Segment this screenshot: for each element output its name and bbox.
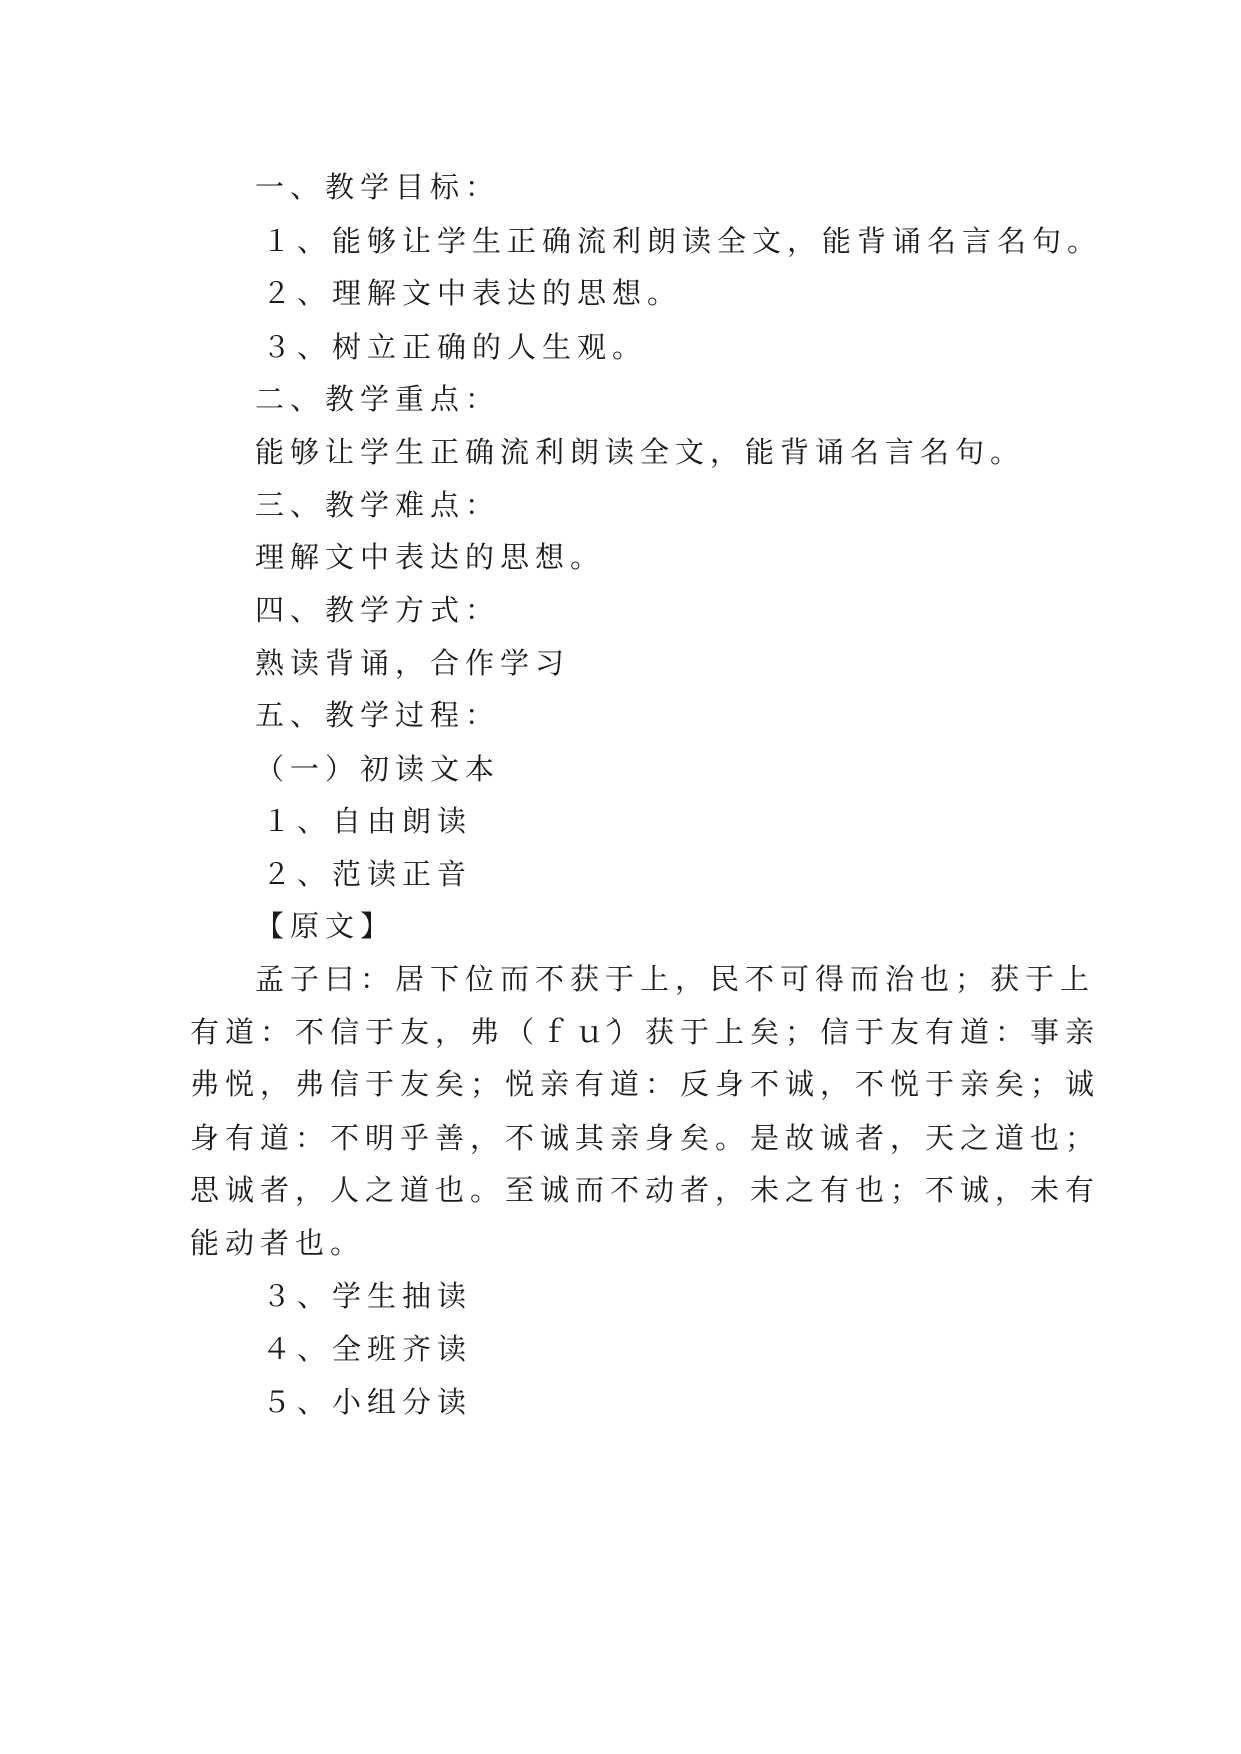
reading-step: ５、小组分读 [262, 1385, 473, 1419]
key-points-heading: 二、教学重点： [255, 382, 501, 416]
method-text: 熟读背诵，合作学习 [255, 646, 571, 680]
original-text-line: 有道：不信于友，弗（ｆｕ́）获于上矣；信于友有道：事亲 [190, 1015, 1101, 1049]
original-text-line: 孟子曰：居下位而不获于上，民不可得而治也；获于上 [255, 962, 1096, 996]
reading-step: ２、范读正音 [262, 857, 473, 891]
reading-step: ３、学生抽读 [262, 1279, 473, 1313]
process-heading: 五、教学过程： [255, 698, 501, 732]
original-text-line: 思诚者，人之道也。至诚而不动者，未之有也；不诚，未有 [190, 1173, 1101, 1207]
original-text-line: 弗悦，弗信于友矣；悦亲有道：反身不诚，不悦于亲矣；诚 [190, 1067, 1101, 1101]
reading-step: １、自由朗读 [262, 804, 473, 838]
original-label: 【原文】 [255, 909, 396, 943]
objective-item: ２、理解文中表达的思想。 [262, 276, 683, 310]
original-text-line: 身有道：不明乎善，不诚其亲身矣。是故诚者，天之道也； [190, 1121, 1101, 1155]
objectives-heading: 一、教学目标： [255, 170, 501, 204]
key-points-text: 能够让学生正确流利朗读全文，能背诵名言名句。 [255, 435, 1026, 469]
objective-item: １、能够让学生正确流利朗读全文，能背诵名言名句。 [262, 224, 1103, 258]
original-text-line: 能动者也。 [190, 1226, 366, 1260]
difficulties-text: 理解文中表达的思想。 [255, 540, 606, 574]
difficulties-heading: 三、教学难点： [255, 488, 501, 522]
reading-step: ４、全班齐读 [262, 1332, 473, 1366]
objective-item: ３、树立正确的人生观。 [262, 330, 648, 364]
first-reading-heading: （一）初读文本 [255, 752, 501, 786]
method-heading: 四、教学方式： [255, 593, 501, 627]
